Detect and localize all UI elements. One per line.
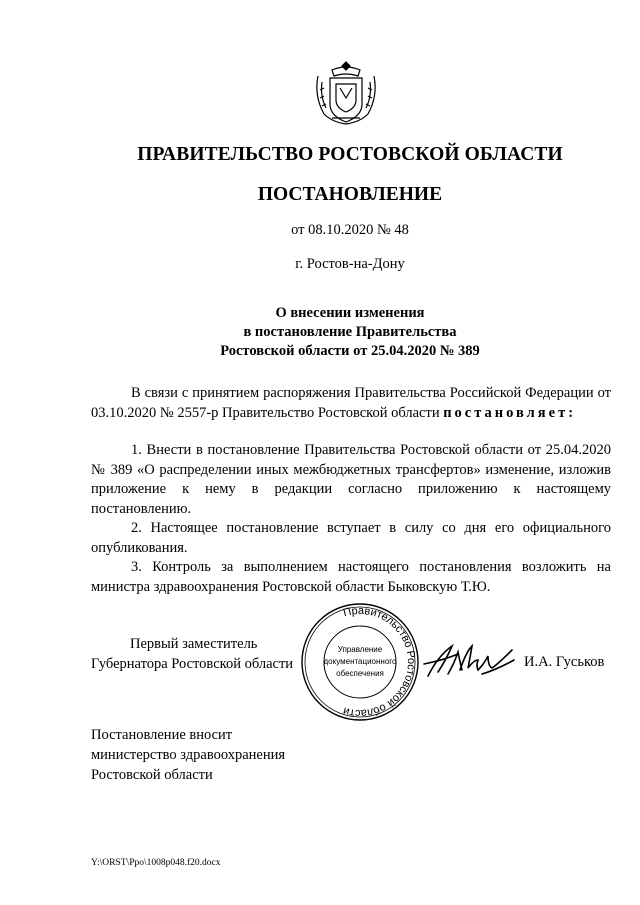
signer-name: И.А. Гуськов <box>524 654 605 670</box>
coat-of-arms-icon <box>310 58 382 130</box>
resolves-word: постановляет: <box>443 404 577 421</box>
document-city: г. Ростов-на-Дону <box>295 256 405 272</box>
signer-position-line: Первый заместитель <box>130 636 258 652</box>
subject-line: О внесении изменения <box>275 305 425 321</box>
item-3-paragraph: 3. Контроль за выполнением настоящего постановления возложить на министра здравоохранения Ростовской области Быковскую Т.Ю. <box>91 559 611 595</box>
item-1-paragraph: 1. Внести в постановление Правительства Ростовской области от 25.04.2020 № 389 «О распределении иных межбюджетных трансфертов» изменение, изложив приложение к нему в редакции согласно приложению к настоящему постановлению. <box>91 442 611 517</box>
introduced-by-line: министерство здравоохранения <box>91 747 286 763</box>
stamp-inner-line: обеспечения <box>336 669 384 678</box>
document-body <box>91 384 611 597</box>
document-date-number: от 08.10.2020 № 48 <box>291 222 409 238</box>
introduced-by <box>91 725 285 785</box>
document-subject <box>0 304 640 361</box>
footer-file-path: Y:\ORST\Ppo\1008p048.f20.docx <box>91 858 221 868</box>
signer-position-line: Губернатора Ростовской области <box>91 656 294 672</box>
item-2-paragraph: 2. Настоящее постановление вступает в силу со дня его официального опубликования. <box>91 520 611 556</box>
government-title: ПРАВИТЕЛЬСТВО РОСТОВСКОЙ ОБЛАСТИ <box>137 144 563 165</box>
preamble-text: В связи с принятием распоряжения Правительства Российской Федерации от 03.10.2020 № 2557-р Правительство Ростовской области <box>91 385 611 421</box>
introduced-by-line: Ростовской области <box>91 767 213 783</box>
preamble-paragraph <box>91 384 611 423</box>
handwritten-signature <box>422 634 522 684</box>
introduced-by-line: Постановление вносит <box>91 727 233 743</box>
subject-line: Ростовской области от 25.04.2020 № 389 <box>220 343 480 359</box>
stamp-inner-line: Управление <box>337 645 383 654</box>
official-stamp <box>298 600 422 724</box>
signer-position <box>91 634 293 674</box>
stamp-inner-line: документационного <box>323 657 397 666</box>
stamp-outer-text: Правительство Ростовской области <box>341 604 418 720</box>
subject-line: в постановление Правительства <box>243 324 457 340</box>
document-type: ПОСТАНОВЛЕНИЕ <box>257 184 443 205</box>
